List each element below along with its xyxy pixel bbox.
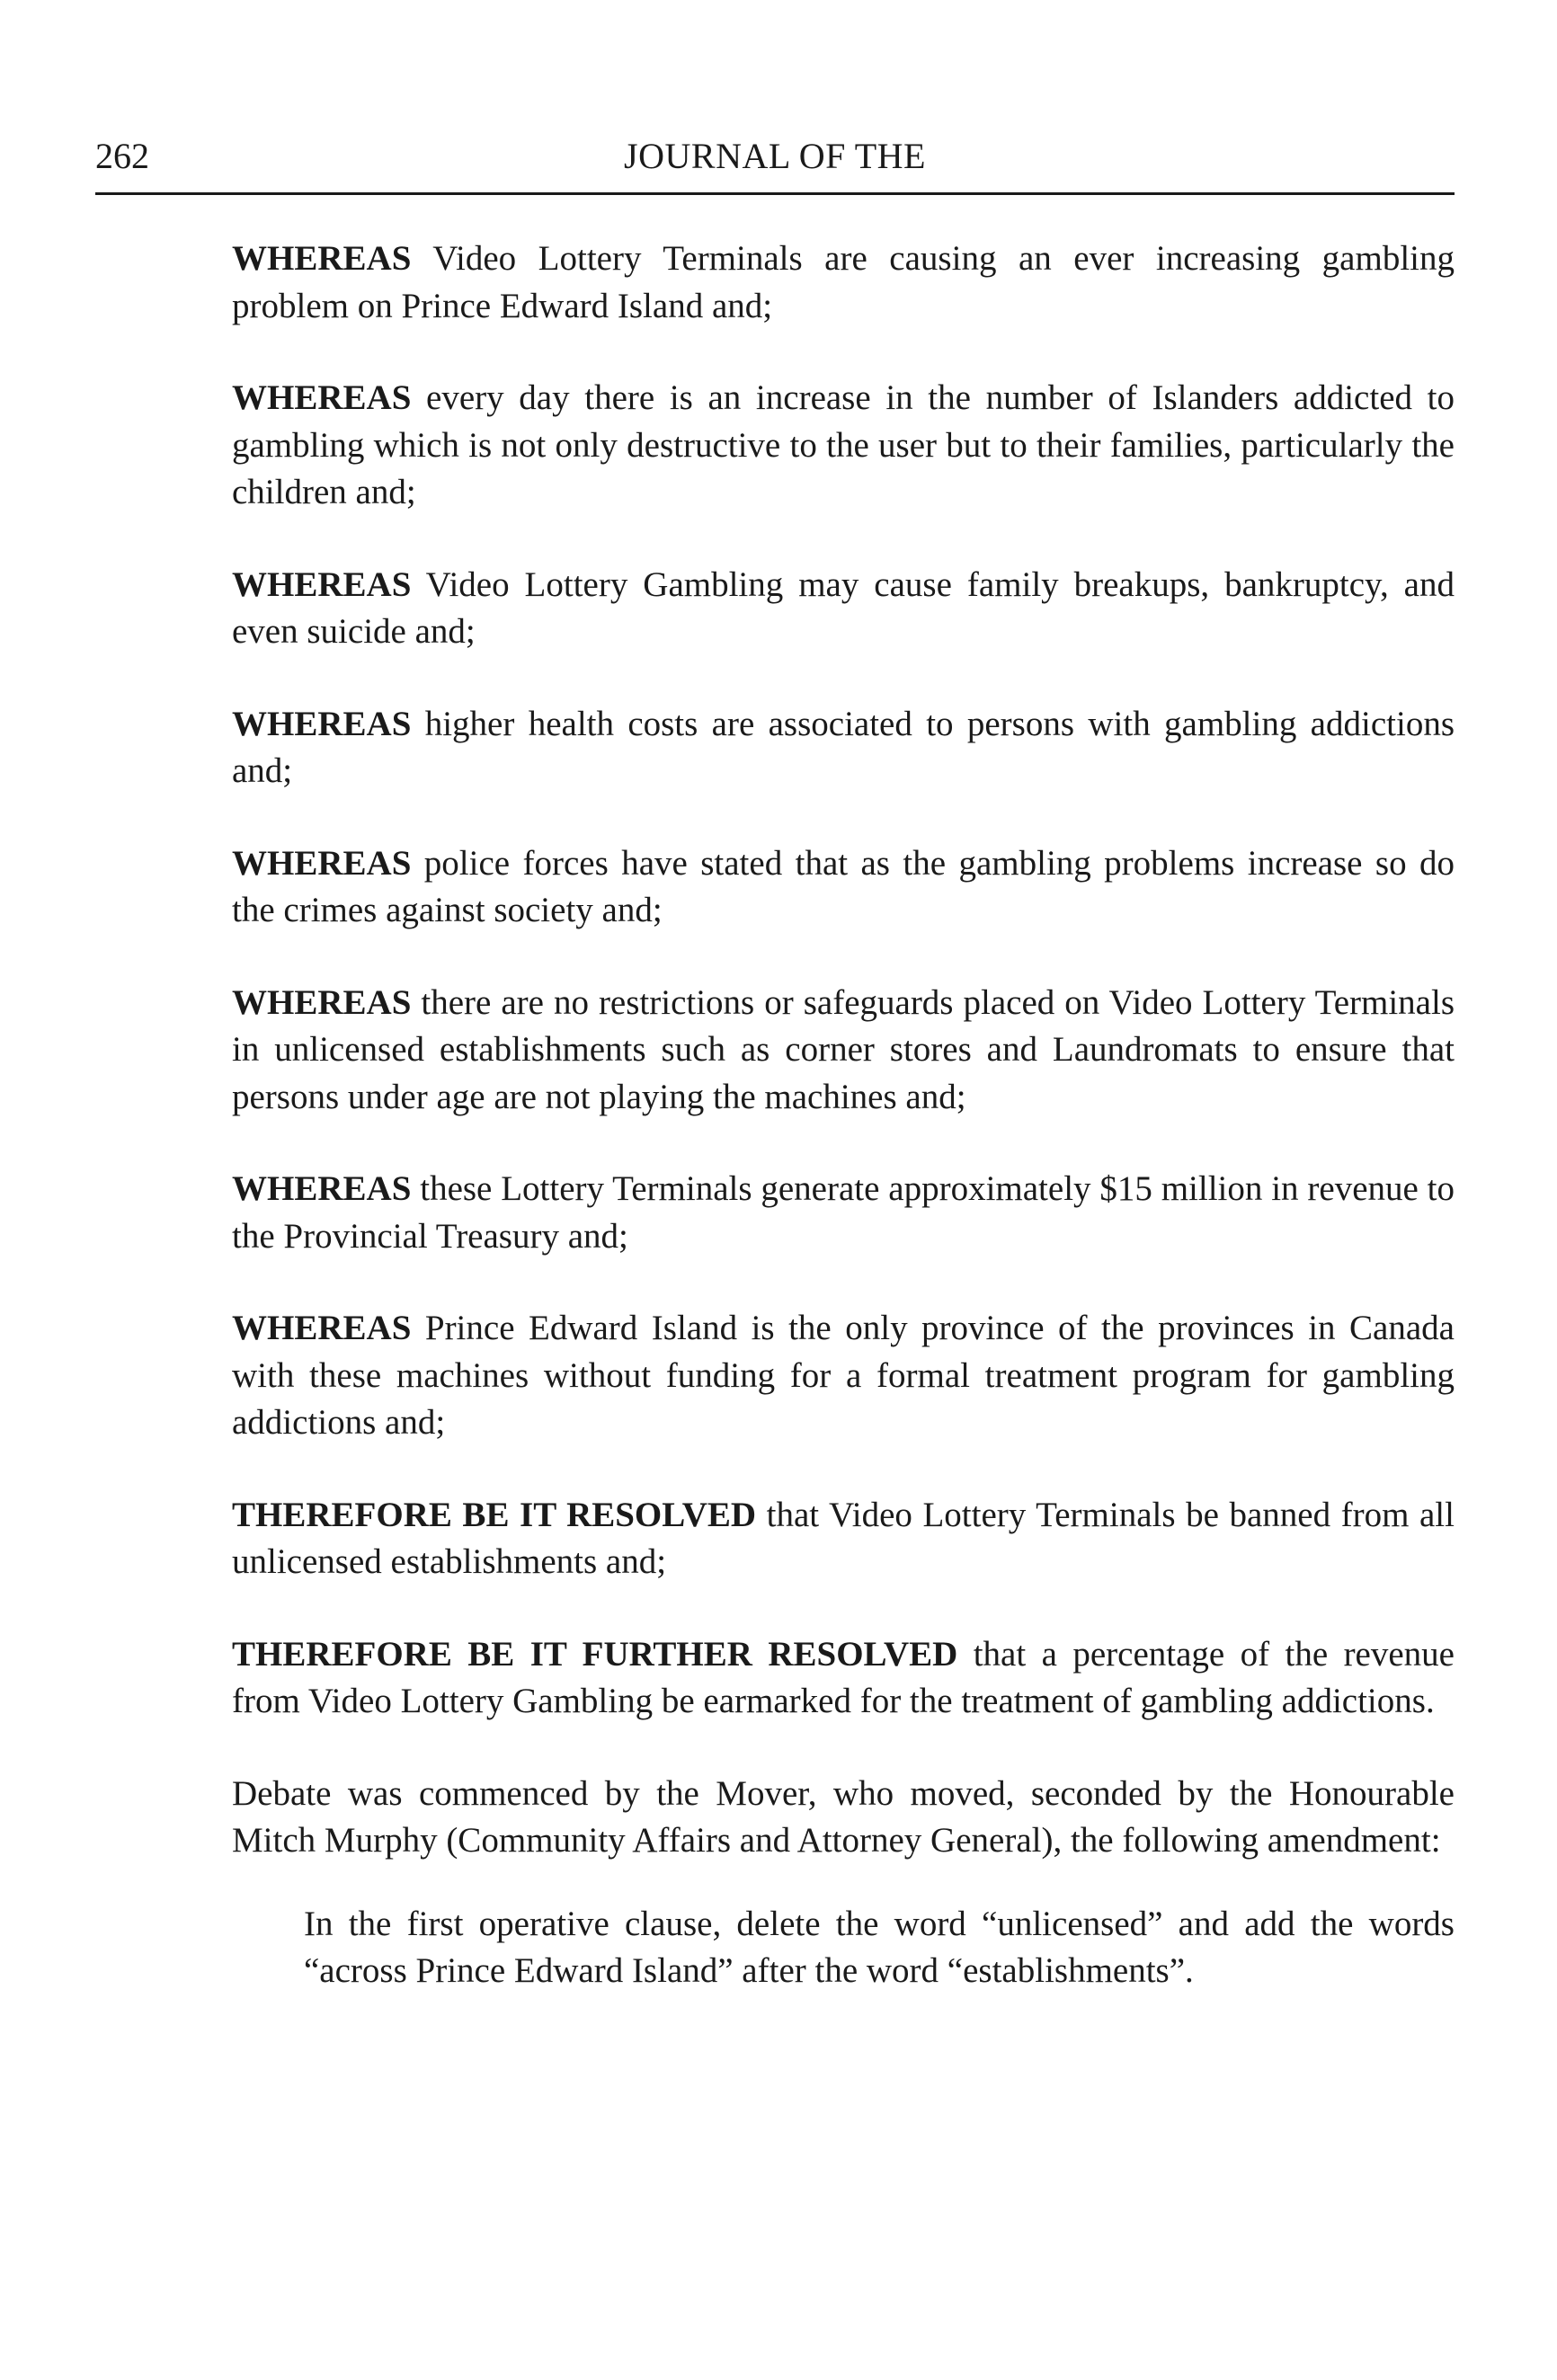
clause-lead: WHEREAS xyxy=(232,843,412,883)
clause-text: Prince Edward Island is the only province of the provinces in Canada with these machines without funding for a formal treatment program for gambling addictions and; xyxy=(232,1309,1455,1442)
whereas-clause-1 xyxy=(232,235,1455,330)
clause-text: higher health costs are associated to persons with gambling addictions and; xyxy=(232,704,1455,790)
clause-text: that a percentage of the revenue from Video Lottery Gambling be earmarked for the treatment of gambling addictions. xyxy=(232,1634,1455,1720)
whereas-clause-6 xyxy=(232,980,1455,1122)
running-head: JOURNAL OF THE xyxy=(624,136,926,176)
clause-lead: WHEREAS xyxy=(232,982,412,1022)
clause-text: Video Lottery Terminals are causing an ever increasing gambling problem on Prince Edward Island and; xyxy=(232,239,1455,325)
whereas-clause-5 xyxy=(232,840,1455,935)
whereas-clause-3 xyxy=(232,562,1455,656)
clause-text: these Lottery Terminals generate approximately $15 million in revenue to the Provincial Treasury and; xyxy=(232,1169,1455,1256)
page-header xyxy=(95,135,1455,195)
whereas-clause-2 xyxy=(232,375,1455,517)
debate-paragraph: Debate was commenced by the Mover, who moved, seconded by the Honourable Mitch Murphy (Community Affairs and Attorney General), the following amendment: xyxy=(232,1773,1455,1860)
clause-lead: WHEREAS xyxy=(232,704,412,743)
amendment-text: In the first operative clause, delete the word “unlicensed” and add the words “across Prince Edward Island” after the word “establishments”. xyxy=(304,1904,1455,1990)
whereas-clause-8 xyxy=(232,1305,1455,1447)
clause-text: police forces have stated that as the gambling problems increase so do the crimes against society and; xyxy=(232,843,1455,929)
clause-lead: WHEREAS xyxy=(232,239,412,278)
clause-lead: WHEREAS xyxy=(232,1309,412,1347)
clause-text: Video Lottery Gambling may cause family breakups, bankruptcy, and even suicide and; xyxy=(232,564,1455,651)
whereas-clause-4 xyxy=(232,701,1455,795)
clause-text: every day there is an increase in the number of Islanders addicted to gambling which is not only destructive to the user but to their families, particularly the children and; xyxy=(232,378,1455,511)
journal-body xyxy=(232,235,1455,1995)
clause-lead: THEREFORE BE IT FURTHER RESOLVED xyxy=(232,1634,958,1674)
further-resolved-clause xyxy=(232,1631,1455,1726)
resolved-clause xyxy=(232,1492,1455,1586)
clause-text: that Video Lottery Terminals be banned from all unlicensed establishments and; xyxy=(232,1495,1455,1581)
clause-lead: THEREFORE BE IT RESOLVED xyxy=(232,1495,757,1534)
clause-text: there are no restrictions or safeguards placed on Video Lottery Terminals in unlicensed establishments such as corner stores and Laundromats to ensure that persons under age are not playing the machines and; xyxy=(232,982,1455,1116)
clause-lead: WHEREAS xyxy=(232,1169,412,1208)
clause-lead: WHEREAS xyxy=(232,378,412,417)
page-number: 262 xyxy=(95,136,149,176)
clause-lead: WHEREAS xyxy=(232,564,412,604)
whereas-clause-7 xyxy=(232,1166,1455,1260)
